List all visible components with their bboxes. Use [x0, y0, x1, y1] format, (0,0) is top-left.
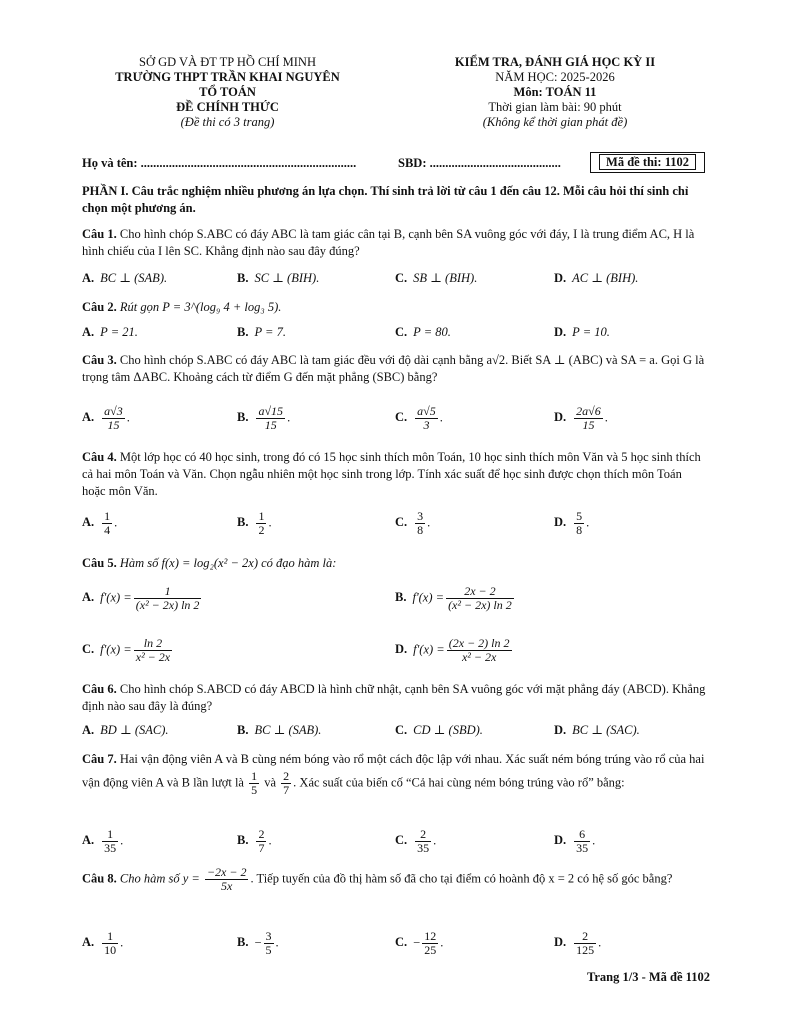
option-b[interactable]: B. BC ⊥ (SAB).: [237, 723, 322, 737]
option-a[interactable]: A. $\frac{1}{10}$ .: [82, 929, 124, 957]
group-name: TỔ TOÁN: [199, 85, 256, 99]
question-text: Cho hình chóp S.ABC có đáy ABC là tam giác cân tại B, cạnh bên SA vuông góc với đáy, I là trung điểm AC, H là hình chiếu của I lên SC. Khẳng định nào sau đây đúng?: [82, 227, 695, 258]
page-footer: Trang 1/3 - Mã đề 1102: [586, 970, 710, 984]
dept-name: SỞ GD VÀ ĐT TP HỒ CHÍ MINH: [139, 55, 316, 69]
question-3: [82, 352, 707, 386]
student-info-row: [82, 152, 707, 174]
question-label: Câu 8.: [82, 871, 117, 886]
question-label: Câu 4.: [82, 450, 117, 464]
header-left: [95, 55, 360, 130]
option-c[interactable]: C. P = 80.: [395, 325, 451, 339]
option-a[interactable]: A. f'(x) = $\frac{1}{\text{(x² − 2x) ln 2}}$: [82, 584, 200, 612]
option-d[interactable]: D. $\frac{6}{35}$ .: [554, 827, 596, 855]
question-text-b: . Tiếp tuyến của đồ thị hàm số đã cho tại điểm có hoành độ x = 2 có hệ số góc bằng?: [250, 871, 673, 886]
option-c[interactable]: C. − $\frac{12}{25}$ .: [395, 929, 444, 957]
question-label: Câu 7.: [82, 752, 117, 766]
option-d[interactable]: D. AC ⊥ (BIH).: [554, 271, 639, 285]
official-label: ĐỀ CHÍNH THỨC: [176, 100, 279, 114]
question-8: Câu 8. Cho hàm số y = $\frac{-2x - 2}{5x}$ . Tiếp tuyến của đồ thị hàm số đã cho tại điểm có hoành độ x = 2 có hệ số góc bằng?: [82, 865, 673, 893]
option-a[interactable]: A. $\frac{a√3}{15}$ .: [82, 404, 130, 432]
option-d[interactable]: D. P = 10.: [554, 325, 610, 339]
school-name: TRƯỜNG THPT TRẦN KHAI NGUYÊN: [115, 70, 340, 84]
page-count-note: (Đề thi có 3 trang): [180, 115, 275, 129]
question-label: Câu 5.: [82, 556, 117, 570]
question-text: Hàm số f(x) = log₂(x² − 2x) có đạo hàm là:: [119, 556, 337, 570]
question-text: Một lớp học có 40 học sinh, trong đó có 15 học sinh thích môn Toán, 10 học sinh thích môn Văn và 5 học sinh thích cả hai môn Toán và Văn. Chọn ngẫu nhiên một học sinh trong lớp. Tính xác suất để học sinh được chọn thích môn Toán hoặc môn Văn.: [82, 450, 701, 498]
option-c[interactable]: C. f'(x) = $\frac{\ln 2}{\text{x² − 2x}}$: [82, 636, 171, 664]
question-label: Câu 6.: [82, 682, 117, 696]
question-1-options: [82, 270, 707, 300]
question-2-options: [82, 325, 707, 355]
question-7: Câu 7. Hai vận động viên A và B cùng ném bóng vào rổ một cách độc lập với nhau. Xác suất ném bóng trúng vào rổ của hai vận động viên A và B lần lượt là $\frac{1}{5}$ và $\frac{2}{7}$ . Xác suất của biến cố “Cả hai cùng ném bóng trúng vào rổ” bằng:: [82, 752, 705, 797]
option-d[interactable]: D. $\frac{5}{8}$ .: [554, 509, 590, 537]
option-a[interactable]: A. P = 21.: [82, 325, 138, 339]
option-c[interactable]: C. SB ⊥ (BIH).: [395, 271, 478, 285]
student-name-field: Họ và tên: .....................................................................: [82, 156, 357, 170]
option-a[interactable]: A. $\frac{1}{4}$ .: [82, 509, 118, 537]
option-b[interactable]: B. P = 7.: [237, 325, 286, 339]
question-label: Câu 1.: [82, 227, 117, 241]
question-text: Cho hình chóp S.ABCD có đáy ABCD là hình chữ nhật, cạnh bên SA vuông góc với mặt phẳng đáy (ABCD). Khẳng định nào sau đây là đúng?: [82, 682, 706, 713]
exam-code: Mã đề thi: 1102: [599, 154, 696, 170]
question-3-options: [82, 405, 707, 435]
option-b[interactable]: B. $\frac{a√15}{15}$ .: [237, 404, 291, 432]
question-7-options: [82, 828, 707, 858]
school-year: NĂM HỌC: 2025-2026: [495, 70, 615, 84]
option-b[interactable]: B. $\frac{1}{2}$ .: [237, 509, 272, 537]
question-4-options: [82, 510, 707, 540]
option-b[interactable]: B. − $\frac{3}{5}$ .: [237, 929, 279, 957]
option-c[interactable]: C. $\frac{a√5}{3}$ .: [395, 404, 443, 432]
option-d[interactable]: D. $\frac{2a√6}{15}$ .: [554, 404, 608, 432]
option-a[interactable]: A. BD ⊥ (SAC).: [82, 723, 169, 737]
question-5-options-cd: [82, 637, 707, 677]
header-right: [405, 55, 705, 130]
option-c[interactable]: C. $\frac{2}{35}$ .: [395, 827, 437, 855]
sbd-field: SBD: ..........................................: [398, 156, 561, 170]
section-1-instructions: PHẦN I. Câu trắc nghiệm nhiều phương án lựa chọn. Thí sinh trả lời từ câu 1 đến câu 12. Mỗi câu hỏi thí sinh chỉ chọn một phương án.: [82, 184, 689, 215]
question-5-options-ab: [82, 585, 707, 625]
subject: Môn: TOÁN 11: [513, 85, 597, 99]
question-text: Rút gọn P = 3^(log₉ 4 + log₃ 5).: [119, 300, 282, 314]
option-c[interactable]: C. CD ⊥ (SBD).: [395, 723, 483, 737]
question-6: [82, 681, 707, 715]
time-limit: Thời gian làm bài: 90 phút: [488, 100, 622, 114]
question-4: [82, 449, 707, 500]
time-note: (Không kể thời gian phát đề): [482, 115, 628, 129]
option-d[interactable]: D. f'(x) = $\frac{(2x - 2) \ln 2}{\text{x² − 2x}}$: [395, 636, 510, 664]
question-text: Cho hình chóp S.ABC có đáy ABC là tam giác đều với độ dài cạnh bằng a√2. Biết SA ⊥ (ABC) và SA = a. Gọi G là trọng tâm ΔABC. Khoảng cách từ điểm G đến mặt phẳng (SBC) bằng?: [82, 353, 705, 384]
option-a[interactable]: A. $\frac{1}{35}$ .: [82, 827, 124, 855]
option-a[interactable]: A. BC ⊥ (SAB).: [82, 271, 168, 285]
question-5: [82, 555, 707, 572]
question-1: [82, 226, 707, 260]
question-text-a: Cho hàm số y =: [119, 871, 200, 886]
exam-title: KIỂM TRA, ĐÁNH GIÁ HỌC KỲ II: [454, 55, 656, 69]
option-b[interactable]: B. SC ⊥ (BIH).: [237, 271, 320, 285]
question-text-a: Hai vận động viên A và B cùng ném bóng vào rổ một cách độc lập với nhau. Xác suất ném bóng trúng vào rổ của hai vận động viên A và B lần lượt là: [82, 752, 705, 790]
exam-code-box: [590, 152, 705, 173]
option-b[interactable]: B. f'(x) = $\frac{2x - 2}{\text{(x² − 2x) ln 2}}$: [395, 584, 512, 612]
option-d[interactable]: D. BC ⊥ (SAC).: [554, 723, 640, 737]
option-d[interactable]: D. $\frac{2}{125}$ .: [554, 929, 602, 957]
option-b[interactable]: B. $\frac{2}{7}$ .: [237, 827, 272, 855]
question-label: Câu 2.: [82, 300, 117, 314]
question-text-c: . Xác suất của biến cố “Cả hai cùng ném bóng trúng vào rổ” bằng:: [293, 775, 625, 790]
question-label: Câu 3.: [82, 353, 117, 367]
option-c[interactable]: C. $\frac{3}{8}$ .: [395, 509, 431, 537]
question-2: [82, 299, 707, 316]
question-8-options: [82, 930, 707, 960]
